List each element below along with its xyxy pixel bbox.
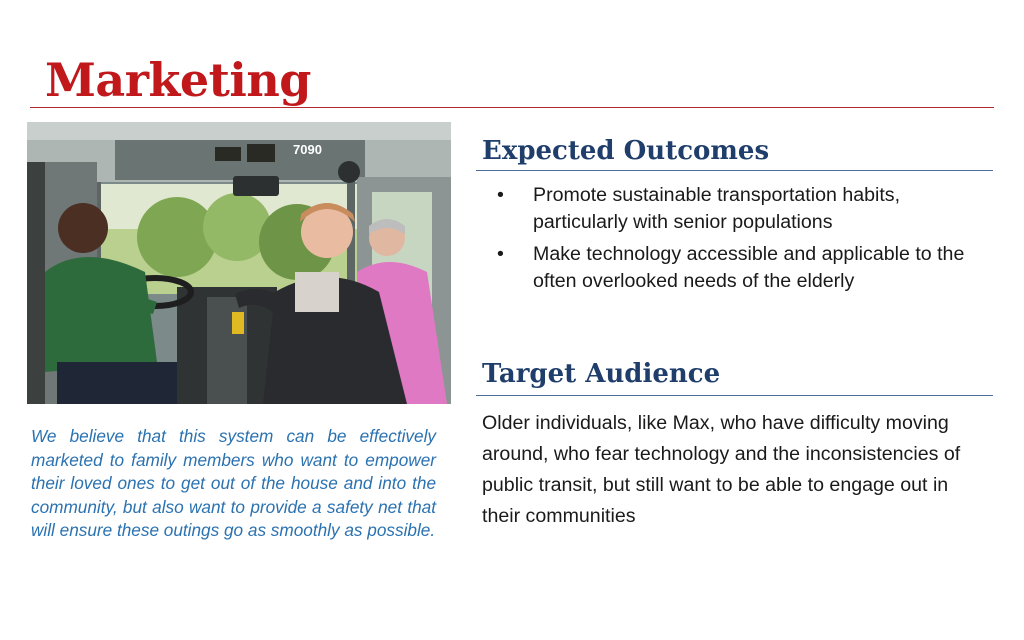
bus-photo [27,122,451,404]
title-divider [30,107,994,108]
bullet-icon: • [497,243,504,265]
expected-outcomes-divider [476,170,993,171]
target-audience-text: Older individuals, like Max, who have difficulty moving around, who fear technology and the inconsistencies of public transit, but still want to be able to engage out in their communities [482,412,961,527]
target-audience-heading: Target Audience [482,359,721,389]
outcome-item [476,241,993,295]
outcome-item [476,182,993,236]
outcomes-list [476,182,993,300]
expected-outcomes-heading: Expected Outcomes [482,136,770,166]
photo-caption: We believe that this system can be effectively marketed to family members who want to empower their loved ones to get out of the house and into the community, but also want to provide a safety net that will ensure these outings go as smoothly as possible. [31,426,436,541]
slide-title: Marketing [45,53,311,107]
outcome-text: Make technology accessible and applicable to the often overlooked needs of the elderly [533,243,965,292]
bullet-icon: • [497,184,504,206]
target-audience-divider [476,395,993,396]
outcome-text: Promote sustainable transportation habits, particularly with senior populations [533,184,901,233]
bus-number-label: 7090 [293,142,322,157]
bus-photo-illustration [27,122,451,404]
